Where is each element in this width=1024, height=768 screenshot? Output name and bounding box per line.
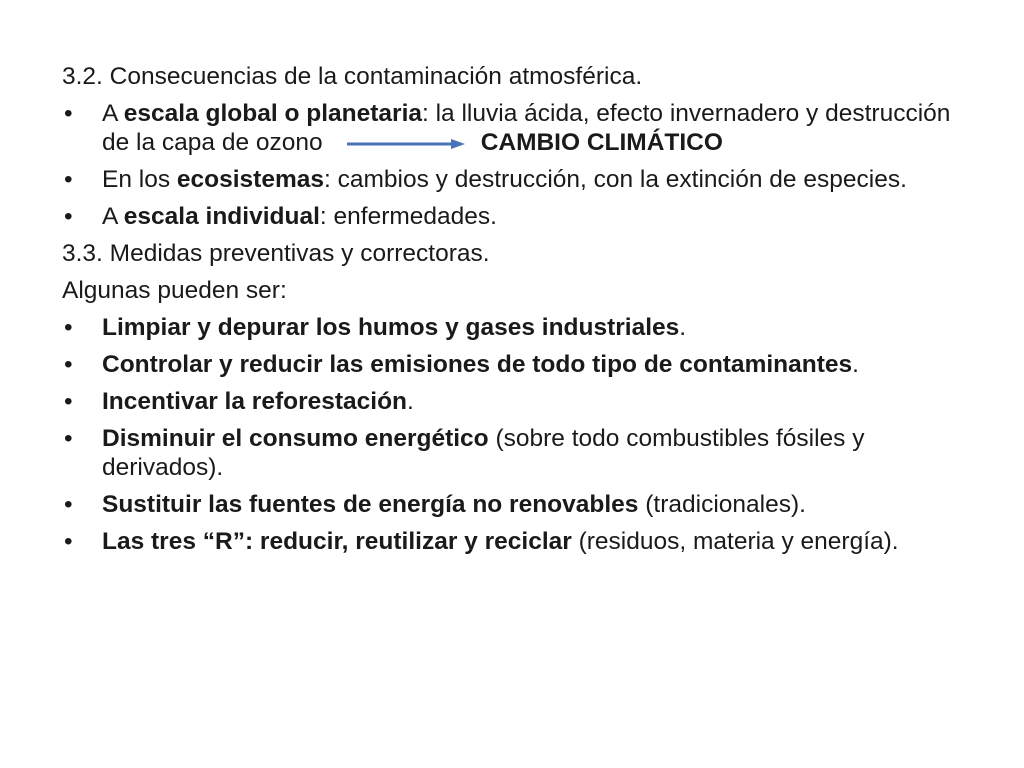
item-rest: (residuos, materia y energía). [571, 528, 899, 555]
right-arrow-icon [347, 137, 465, 151]
item-bold: escala global o planetaria [123, 100, 422, 127]
list-item-individual-scale [62, 202, 962, 231]
bullet-icon: • [64, 388, 73, 415]
list-item-global-scale [62, 99, 962, 157]
item-rest: (sobre todo combustibles fósiles y derivados). [102, 425, 865, 481]
list-item-measure [62, 527, 962, 556]
item-bold: escala individual [123, 203, 320, 230]
climate-change-label: CAMBIO CLIMÁTICO [480, 129, 723, 156]
item-rest: : enfermedades. [319, 203, 497, 230]
list-item-measure [62, 490, 962, 519]
item-rest: (tradicionales). [638, 491, 806, 518]
list-item-measure [62, 313, 962, 342]
item-rest: . [852, 351, 859, 378]
bullet-icon: • [64, 528, 73, 555]
list-item-ecosystems [62, 165, 962, 194]
list-item-measure [62, 387, 962, 416]
section-heading-measures: 3.3. Medidas preventivas y correctoras. [62, 240, 490, 267]
item-rest: : cambios y destrucción, con la extinción de especies. [324, 166, 907, 193]
bullet-icon: • [64, 351, 73, 378]
item-prefix: En los [102, 166, 177, 193]
item-bold: ecosistemas [176, 166, 325, 193]
item-rest: . [679, 314, 687, 341]
bullet-icon: • [64, 491, 73, 518]
item-bold: Incentivar la reforestación [102, 388, 408, 415]
bullet-icon: • [64, 314, 73, 341]
item-rest: . [407, 388, 414, 415]
item-rest: : la lluvia ácida, efecto invernadero y destrucción de la capa de ozono [102, 100, 951, 156]
item-prefix: A [102, 203, 124, 230]
bullet-icon: • [64, 203, 73, 230]
bullet-icon: • [64, 425, 73, 452]
item-bold: Limpiar y depurar los humos y gases industriales [102, 314, 680, 341]
bullet-icon: • [64, 166, 73, 193]
measures-intro: Algunas pueden ser: [62, 277, 287, 304]
list-item-measure [62, 424, 962, 482]
bullet-icon: • [64, 100, 73, 127]
item-prefix: A [102, 100, 124, 127]
item-bold: Sustituir las fuentes de energía no renovables [102, 491, 639, 518]
item-bold: Disminuir el consumo energético [102, 425, 489, 452]
slide-content [62, 62, 962, 564]
item-bold: Controlar y reducir las emisiones de todo tipo de contaminantes [102, 351, 853, 378]
section-heading-consequences: 3.2. Consecuencias de la contaminación atmosférica. [62, 63, 643, 90]
item-bold: Las tres “R”: reducir, reutilizar y reciclar [102, 528, 572, 555]
list-item-measure [62, 350, 962, 379]
